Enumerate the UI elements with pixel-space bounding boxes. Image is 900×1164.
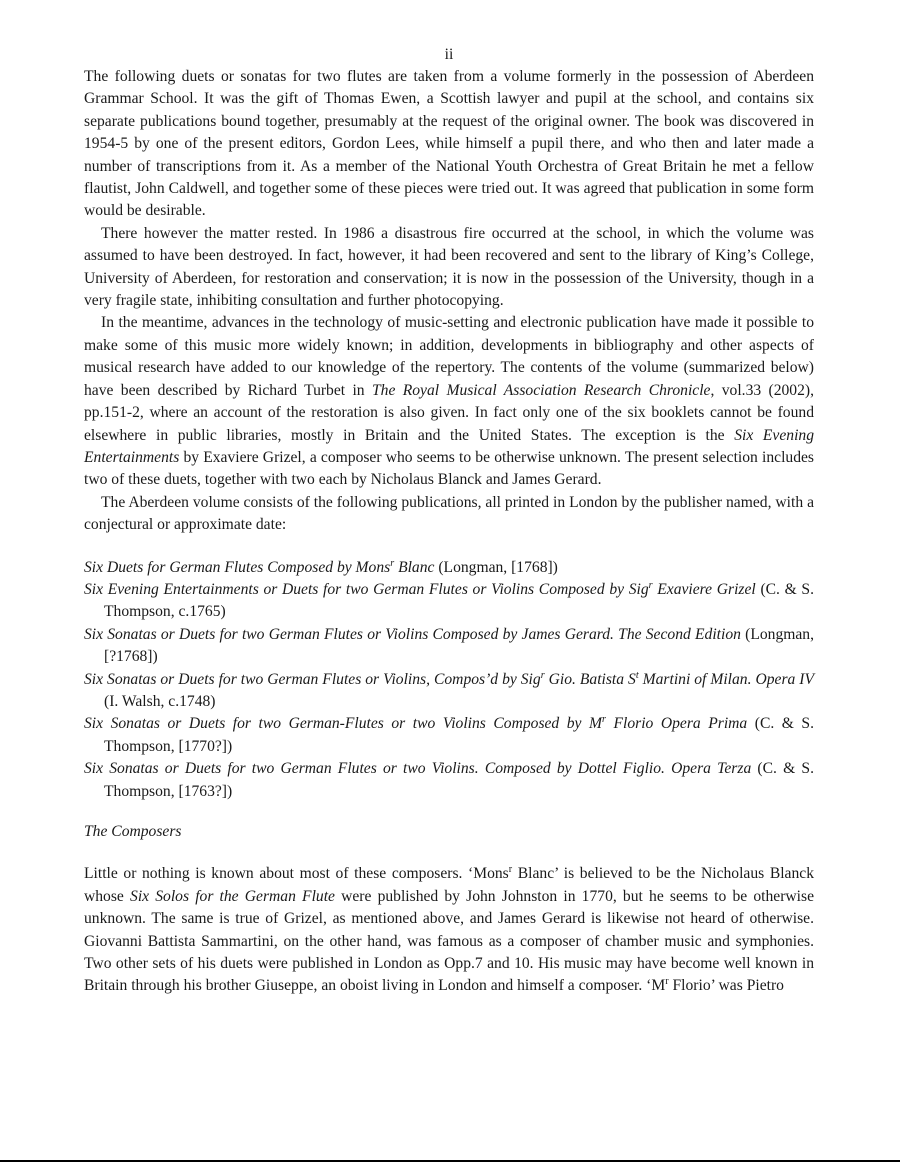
publication-entry: [84, 557, 814, 579]
journal-title: The Royal Musical Association Research Chronicle: [371, 381, 711, 399]
publication-imprint: (C. & S. Thompson, [1763?]): [104, 760, 814, 800]
p3-text-c: , vol.33 (2002), pp.151-2, where an account of the restoration is also given. In fact only one of the six booklets cannot be found elsewhere in public libraries, mostly in Britain and the United States. The exception is the: [84, 381, 814, 444]
publication-entry: [84, 624, 814, 669]
publication-title: Six Sonatas or Duets for two German Flutes or Violins, Compos’d by Sig$^r$ Gio. Batista $S^t$ Martini of Milan. Opera IV: [84, 669, 814, 688]
intro-paragraph-2: There however the matter rested. In 1986 a disastrous fire occurred at the school, in which the volume was assumed to have been destroyed. In fact, however, it had been recovered and sent to the library of King’s College, University of Aberdeen, for restoration and conservation; it is now in the possession of the University, though in a very fragile state, inhibiting consultation and further photocopying.: [84, 224, 814, 310]
publication-title: Six Duets for German Flutes Composed by Mons$^r$ Blanc: [84, 557, 435, 576]
publication-imprint: (Longman, [?1768]): [104, 625, 814, 666]
section-heading-composers: The Composers: [84, 823, 182, 840]
publication-entry: [84, 713, 814, 758]
work-title-evening-entertainments: Six Evening Entertainments: [84, 426, 814, 466]
intro-paragraph-4: The Aberdeen volume consists of the following publications, all printed in London by the publisher named, with a conjectural or approximate date:: [84, 493, 814, 534]
page-bottom-border: [0, 1160, 900, 1162]
publication-title: Six Sonatas or Duets for two German Flutes or Violins Composed by James Gerard. The Second Edition: [84, 625, 741, 643]
document-page: [84, 44, 814, 998]
p3-text-a: In the meantime, advances in the technology of music-setting and electronic publication have made it possible to make some of this music more widely known; in addition, developments in bibliography and other aspects of musical research have added to our knowledge of the repertory. The contents of the volume (summarized below) have been described by Richard Turbet in: [84, 314, 814, 399]
publication-imprint: (I. Walsh, c.1748): [104, 692, 216, 710]
publication-title: Six Evening Entertainments or Duets for two German Flutes or Violins Composed by Sig$^r$ Exaviere Grizel: [84, 579, 756, 598]
work-title-six-solos: Six Solos for the German Flute: [130, 887, 335, 905]
intro-paragraph-3: [84, 312, 814, 491]
page-number: ii: [444, 46, 454, 63]
publication-list: [84, 557, 814, 803]
publication-imprint: (C. & S. Thompson, c.1765): [104, 580, 814, 621]
publication-entry: [84, 669, 814, 714]
publication-entry: [84, 758, 814, 803]
publication-title: Six Sonatas or Duets for two German-Flutes or two Violins Composed by $M^r$ Florio Opera Prima: [84, 714, 748, 733]
publication-imprint: (C. & S. Thompson, [1770?]): [104, 715, 814, 755]
intro-paragraph-1: The following duets or sonatas for two flutes are taken from a volume formerly in the possession of Aberdeen Grammar School. It was the gift of Thomas Ewen, a Scottish lawyer and pupil at the school, and contains six separate publications bound together, presumably at the request of the original owner. The book was discovered in 1954-5 by one of the present editors, Gordon Lees, while himself a pupil there, and who then and later made a number of transcriptions from it. As a member of the National Youth Orchestra of Great Britain he met a fellow flautist, John Caldwell, and together some of these pieces were tried out. It was agreed that publication in some form would be desirable.: [84, 68, 814, 220]
publication-imprint: (Longman, [1768]): [434, 558, 558, 576]
composers-paragraph: Little or nothing is known about most of these composers. ‘Mons$^r$ Blanc’ is believed to be the Nicholaus Blanck whose Six Solos for the German Flute were published by John Johnston in 1770, but he seems to be otherwise unknown. The same is true of Grizel, as mentioned above, and James Gerard is likewise not heard of otherwise. Giovanni Battista Sammartini, on the other hand, was famous as a composer of chamber music and symphonies. Two other sets of his duets were published in London as Opp.7 and 10. His music may have become well known in Britain through his brother Giuseppe, an oboist living in London and himself a composer. ‘$M^r$ Florio’ was Pietro: [84, 864, 814, 995]
publication-title: Six Sonatas or Duets for two German Flutes or two Violins. Composed by Dottel Figlio. Opera Terza: [84, 760, 752, 778]
publication-entry: [84, 579, 814, 624]
p3-text-e: by Exaviere Grizel, a composer who seems to be otherwise unknown. The present selection includes two of these duets, together with two each by Nicholaus Blanck and James Gerard.: [84, 448, 814, 489]
